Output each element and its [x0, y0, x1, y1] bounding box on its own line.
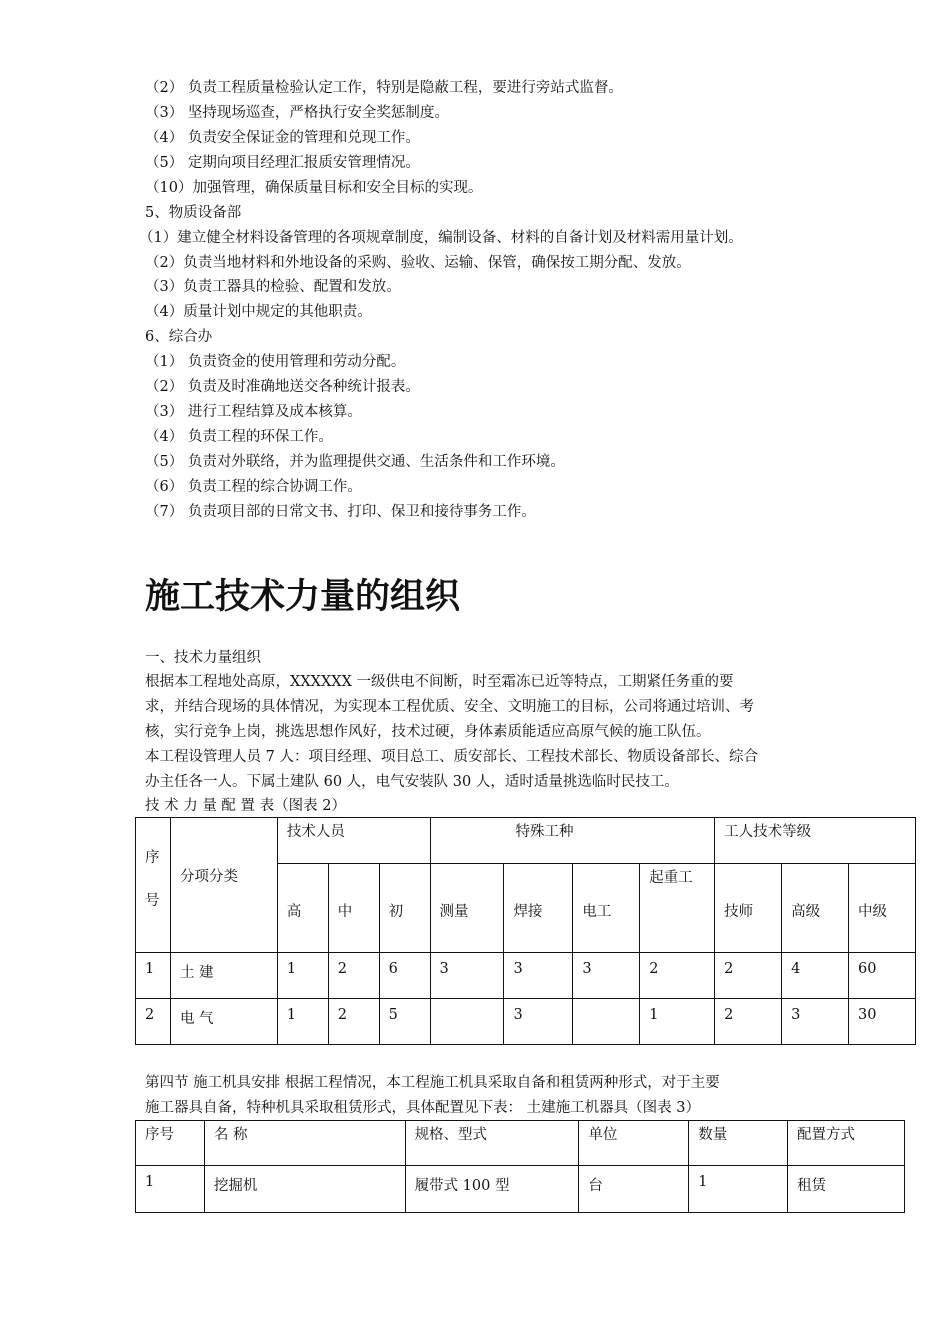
- cell: 2: [328, 953, 379, 999]
- header-cell: 名 称: [204, 1121, 405, 1166]
- cell: 挖掘机: [204, 1166, 405, 1213]
- cell: 1: [136, 1166, 205, 1213]
- cell: 2: [328, 999, 379, 1045]
- section-title: 5、物质设备部: [145, 205, 242, 221]
- cell: 租赁: [788, 1166, 905, 1213]
- cell: 1: [640, 999, 715, 1045]
- paragraph-line: 办主任各一人。下属土建队 60 人，电气安装队 30 人，适时适量挑选临时民技工。: [145, 774, 679, 790]
- duty-line: （1） 负责资金的使用管理和劳动分配。: [145, 354, 406, 370]
- paragraph-line: 第四节 施工机具安排 根据工程情况，本工程施工机具采取自备和租赁两种形式，对于主要: [145, 1075, 720, 1091]
- duty-line: （10）加强管理，确保质量目标和安全目标的实现。: [145, 180, 483, 196]
- header-seq-1: 序: [145, 850, 160, 866]
- duty-line: （4） 负责工程的环保工作。: [145, 429, 333, 445]
- cell: 履带式 100 型: [405, 1166, 579, 1213]
- sub-header: 焊接: [504, 864, 573, 953]
- header-worker-grade: 工人技术等级: [715, 818, 916, 864]
- duty-line: （3）负责工器具的检验、配置和发放。: [145, 279, 401, 295]
- header-cell: 配置方式: [788, 1121, 905, 1166]
- paragraph-line: 施工器具自备，特种机具采取租赁形式，具体配置见下表： 土建施工机器具（图表 3）: [145, 1100, 700, 1116]
- cell: 土 建: [170, 953, 277, 999]
- table-row: [136, 999, 916, 1045]
- cell: [573, 999, 640, 1045]
- cell: 台: [579, 1166, 689, 1213]
- header-cell: 单位: [579, 1121, 689, 1166]
- sub-header: 测量: [430, 864, 504, 953]
- cell: 电 气: [170, 999, 277, 1045]
- sub-header: 技师: [715, 864, 782, 953]
- duty-line: （2） 负责及时准确地送交各种统计报表。: [145, 379, 420, 395]
- header-cell: 规格、型式: [405, 1121, 579, 1166]
- header-seq: [136, 818, 171, 953]
- table-header-row: [136, 1121, 905, 1166]
- sub-header: 高级: [782, 864, 849, 953]
- paragraph-line: 本工程设管理人员 7 人：项目经理、项目总工、质安部长、工程技术部长、物质设备部长、综合: [145, 749, 758, 765]
- cell: 3: [430, 953, 504, 999]
- section-title: 一、技术力量组织: [145, 650, 261, 666]
- paragraph-line: 求，并结合现场的具体情况，为实现本工程优质、安全、文明施工的目标，公司将通过培训、考: [145, 699, 754, 715]
- cell: 5: [379, 999, 430, 1045]
- cell: 2: [715, 953, 782, 999]
- duty-line: （2）负责当地材料和外地设备的采购、验收、运输、保管，确保按工期分配、发放。: [145, 255, 691, 271]
- cell: 3: [782, 999, 849, 1045]
- sub-header: 中级: [848, 864, 915, 953]
- header-cell: 数量: [689, 1121, 788, 1166]
- cell: 3: [504, 999, 573, 1045]
- duty-line: （1）建立健全材料设备管理的各项规章制度，编制设备、材料的自备计划及材料需用量计划。: [139, 230, 743, 246]
- machinery-table: [135, 1120, 905, 1213]
- header-cell: 序号: [136, 1121, 205, 1166]
- section-title: 6、综合办: [145, 329, 213, 345]
- cell: 1: [136, 953, 171, 999]
- sub-header: 初: [379, 864, 430, 953]
- cell: 3: [504, 953, 573, 999]
- cell: 1: [689, 1166, 788, 1213]
- table-caption: 技 术 力 量 配 置 表（图表 2）: [145, 798, 346, 814]
- duty-line: （7） 负责项目部的日常文书、打印、保卫和接待事务工作。: [145, 504, 536, 520]
- duty-line: （4） 负责安全保证金的管理和兑现工作。: [145, 130, 420, 146]
- sub-header: 电工: [573, 864, 640, 953]
- table-row: [136, 953, 916, 999]
- duty-line: （3） 坚持现场巡查，严格执行安全奖惩制度。: [145, 105, 449, 121]
- duty-line: （6） 负责工程的综合协调工作。: [145, 479, 362, 495]
- cell: 3: [573, 953, 640, 999]
- cell: 1: [277, 999, 328, 1045]
- duty-line: （2） 负责工程质量检验认定工作，特别是隐蔽工程，要进行旁站式监督。: [145, 80, 623, 96]
- tech-force-table: [135, 817, 916, 1045]
- cell: 4: [782, 953, 849, 999]
- sub-header: 起重工: [640, 864, 715, 953]
- paragraph-line: 根据本工程地处高原，XXXXXX 一级供电不间断，时至霜冻已近等特点，工期紧任务重的要: [145, 674, 734, 690]
- chapter-heading: 施工技术力量的组织: [145, 577, 461, 617]
- duty-line: （3） 进行工程结算及成本核算。: [145, 404, 362, 420]
- header-category: 分项分类: [170, 818, 277, 953]
- cell: 60: [848, 953, 915, 999]
- cell: 1: [277, 953, 328, 999]
- duty-line: （4）质量计划中规定的其他职责。: [145, 304, 372, 320]
- paragraph-line: 核，实行竞争上岗，挑选思想作风好，技术过硬，身体素质能适应高原气候的施工队伍。: [145, 724, 711, 740]
- cell: [430, 999, 504, 1045]
- sub-header: 中: [328, 864, 379, 953]
- cell: 30: [848, 999, 915, 1045]
- duty-line: （5） 负责对外联络，并为监理提供交通、生活条件和工作环境。: [145, 454, 565, 470]
- header-tech-staff: 技术人员: [277, 818, 430, 864]
- sub-header: 高: [277, 864, 328, 953]
- duty-line: （5） 定期向项目经理汇报质安管理情况。: [145, 155, 420, 171]
- header-seq-2: 号: [145, 893, 160, 909]
- cell: 2: [715, 999, 782, 1045]
- cell: 2: [640, 953, 715, 999]
- cell: 2: [136, 999, 171, 1045]
- header-special-trades: 特殊工种: [430, 818, 715, 864]
- cell: 6: [379, 953, 430, 999]
- table-row: [136, 1166, 905, 1213]
